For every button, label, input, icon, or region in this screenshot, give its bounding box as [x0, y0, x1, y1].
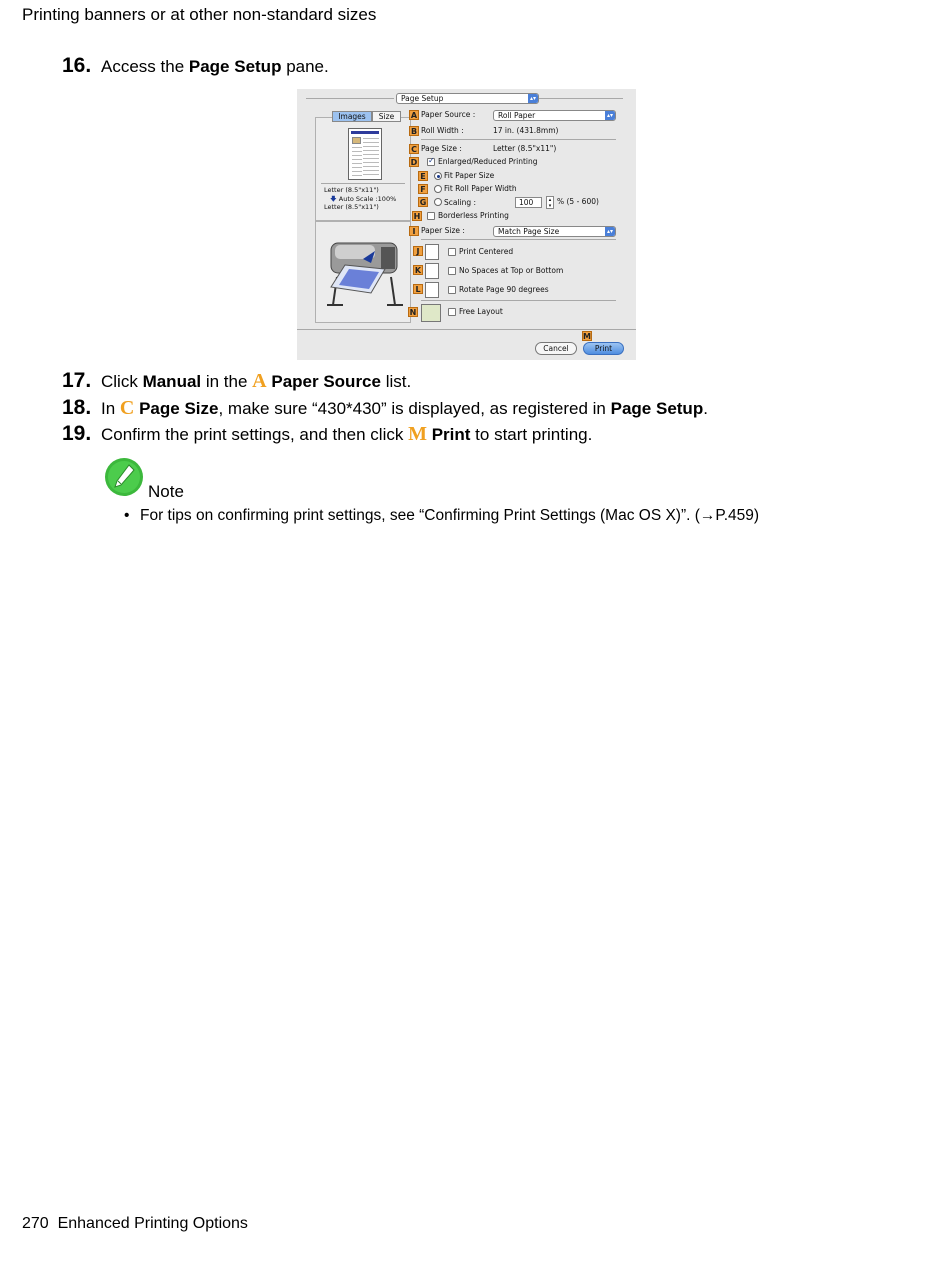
step-18 [62, 397, 708, 420]
step-19 [62, 423, 592, 446]
enlarged-label: Enlarged/Reduced Printing [438, 157, 538, 166]
chevron-updown-icon: ▴▾ [606, 228, 614, 235]
scaling-input[interactable]: 100 [515, 197, 542, 208]
scaling-stepper[interactable]: ▴ ▾ [546, 196, 554, 209]
chevron-updown-icon: ▴▾ [529, 95, 537, 102]
divider [306, 98, 394, 99]
divider [297, 329, 636, 330]
scaling-radio[interactable] [434, 198, 442, 206]
divider [421, 300, 616, 301]
pencil-note-icon [104, 457, 144, 497]
roll-width-value: 17 in. (431.8mm) [493, 126, 559, 135]
paper-size-select[interactable] [493, 226, 616, 237]
paper-size-label: Paper Size : [421, 226, 465, 235]
print-button[interactable]: Print [583, 342, 624, 355]
step-text: pane. [281, 57, 329, 76]
tag-a: A [410, 111, 418, 120]
arrow-down-icon: 🡇 [330, 195, 337, 203]
fit-paper-radio[interactable] [434, 172, 442, 180]
print-centered-icon [425, 244, 439, 260]
note-item-text: For tips on confirming print settings, see “Confirming Print Settings (Mac OS X)”. (→P.459) [140, 507, 760, 524]
step-bold: Manual [142, 372, 202, 391]
step-number: 16. [62, 54, 92, 77]
borderless-label: Borderless Printing [438, 211, 509, 220]
callout-letter: A [252, 370, 267, 392]
tag-n: N [409, 308, 417, 317]
roll-width-label: Roll Width : [421, 126, 464, 135]
fit-roll-radio[interactable] [434, 185, 442, 193]
tab-images[interactable]: Images [332, 111, 372, 122]
callout-letter: C [119, 397, 135, 419]
tag-l: L [413, 284, 423, 294]
enlarged-checkbox[interactable] [427, 158, 435, 166]
page-header-title: Printing banners or at other non-standard sizes [22, 5, 377, 24]
note-item [124, 507, 759, 525]
no-spaces-icon [425, 263, 439, 279]
auto-scale-text: Auto Scale :100% [338, 195, 397, 203]
free-layout-icon [421, 304, 441, 322]
divider [421, 139, 616, 140]
step-text: to start printing. [470, 425, 593, 444]
page-size-value: Letter (8.5"x11") [493, 144, 557, 153]
free-layout-label: Free Layout [459, 307, 503, 316]
pane-select-value: Page Setup [401, 94, 444, 103]
preview-output-size: Letter (8.5"x11") [324, 203, 379, 211]
paper-source-value: Roll Paper [498, 111, 536, 120]
divider [321, 183, 405, 184]
print-centered-label: Print Centered [459, 247, 514, 256]
callout-letter: M [408, 423, 427, 445]
tag-b: B [410, 127, 418, 136]
tag-e: E [418, 171, 428, 181]
tag-m: M [583, 332, 591, 341]
divider [421, 239, 616, 240]
page-footer: 270 Enhanced Printing Options [22, 1215, 248, 1232]
step-text: in the [201, 372, 253, 391]
tag-h: H [413, 212, 421, 221]
step-text: list. [380, 372, 412, 391]
tag-c: C [409, 144, 419, 154]
rotate-checkbox[interactable] [448, 286, 456, 294]
free-layout-checkbox[interactable] [448, 308, 456, 316]
rotate-page-icon [425, 282, 439, 298]
paper-source-select[interactable] [493, 110, 616, 121]
paper-size-value: Match Page Size [498, 227, 560, 236]
step-number: 17. [62, 369, 92, 392]
tag-i: I [409, 226, 419, 236]
tag-d: D [410, 158, 418, 167]
step-text: Access the [101, 57, 189, 76]
step-17 [62, 370, 411, 393]
step-bold: Print [431, 425, 471, 444]
bullet-icon: • [124, 507, 130, 524]
step-text: In [101, 399, 120, 418]
paper-source-label: Paper Source : [421, 110, 476, 119]
pane-select[interactable] [396, 93, 539, 104]
printer-illustration-icon [323, 229, 409, 317]
tag-g: G [419, 198, 427, 207]
scaling-label: Scaling : [444, 198, 477, 207]
fit-roll-label: Fit Roll Paper Width [444, 184, 517, 193]
preview-paper-size: Letter (8.5"x11") [324, 186, 379, 194]
print-centered-checkbox[interactable] [448, 248, 456, 256]
step-bold: Page Setup [188, 57, 282, 76]
tag-k: K [414, 266, 422, 275]
page-size-label: Page Size : [421, 144, 462, 153]
step-text: Confirm the print settings, and then click [101, 425, 409, 444]
note-label: Note [148, 482, 184, 501]
page-setup-dialog [297, 89, 636, 360]
no-spaces-checkbox[interactable] [448, 267, 456, 275]
step-text: Click [101, 372, 143, 391]
divider [539, 98, 623, 99]
step-16 [62, 55, 329, 78]
borderless-checkbox[interactable] [427, 212, 435, 220]
step-bold: Page Setup [610, 399, 704, 418]
step-bold: Paper Source [271, 372, 381, 391]
tab-size[interactable]: Size [372, 111, 401, 122]
tag-j: J [413, 246, 423, 256]
fit-paper-label: Fit Paper Size [444, 171, 495, 180]
step-text: , make sure “430*430” is displayed, as registered in [218, 399, 611, 418]
rotate-label: Rotate Page 90 degrees [459, 285, 549, 294]
chevron-updown-icon: ▴▾ [606, 112, 614, 119]
page-thumbnail [348, 128, 382, 180]
tag-f: F [418, 184, 428, 194]
no-spaces-label: No Spaces at Top or Bottom [459, 266, 564, 275]
step-text: . [703, 399, 708, 418]
cancel-button[interactable]: Cancel [535, 342, 577, 355]
step-number: 18. [62, 396, 92, 419]
step-bold: Page Size [139, 399, 219, 418]
step-number: 19. [62, 422, 92, 445]
scaling-range: % (5 - 600) [557, 197, 599, 206]
